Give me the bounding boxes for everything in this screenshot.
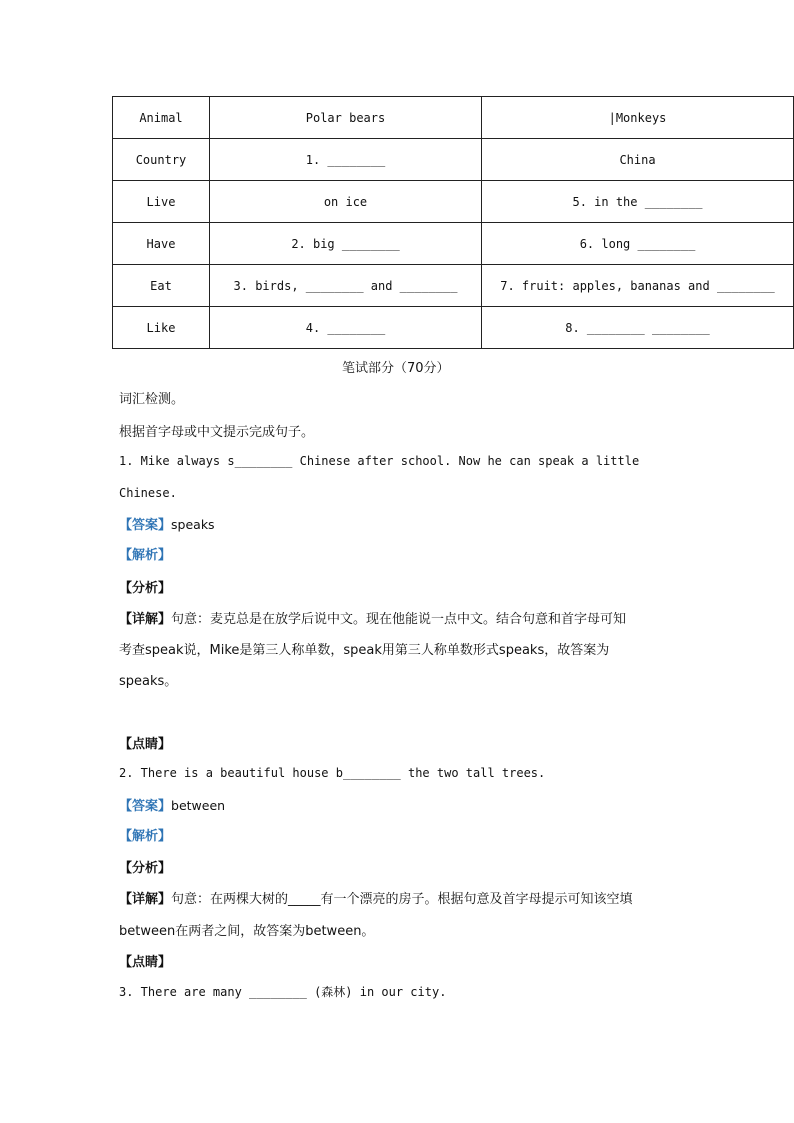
polar-bears-cell: 3. birds, ________ and ________ — [210, 265, 482, 307]
row-label-cell: Have — [113, 223, 210, 265]
section-title: 笔试部分（70分） — [342, 361, 450, 376]
q1-detail-line3: speaks。 — [119, 674, 178, 689]
q1-detail-label: 【详解】 — [119, 612, 172, 627]
q2-fenxi-label: 【分析】 — [119, 861, 172, 876]
table-row — [113, 307, 794, 349]
q1-detail-row — [119, 608, 626, 627]
q2-detail-row — [119, 888, 633, 907]
q2-dianjing-label: 【点睛】 — [119, 955, 172, 970]
q1-fenxi-label: 【分析】 — [119, 581, 172, 596]
row-label-cell: Like — [113, 307, 210, 349]
q2-answer-row — [119, 795, 225, 814]
q2-detail-line1: 句意：在两棵大树的_____有一个漂亮的房子。根据句意及首字母提示可知该空填 — [171, 892, 633, 907]
row-label-cell: Live — [113, 181, 210, 223]
q1-dianjing-row — [119, 733, 171, 752]
row-label-cell: Eat — [113, 265, 210, 307]
polar-bears-cell: Polar bears — [210, 97, 482, 139]
q2-analysis-row — [119, 825, 171, 844]
table-row — [113, 181, 794, 223]
q1-detail-line2: 考查speak说，Mike是第三人称单数，speak用第三人称单数形式speaks，故答案为 — [119, 643, 610, 658]
table-row — [113, 97, 794, 139]
polar-bears-cell: 4. ________ — [210, 307, 482, 349]
monkeys-cell: 6. long ________ — [482, 223, 794, 265]
q1-detail-line1: 句意：麦克总是在放学后说中文。现在他能说一点中文。结合句意和首字母可知 — [171, 612, 627, 627]
polar-bears-cell: 1. ________ — [210, 139, 482, 181]
monkeys-cell: 8. ________ ________ — [482, 307, 794, 349]
q2-answer-label: 【答案】 — [119, 799, 172, 814]
q1-answer-row — [119, 514, 215, 533]
q2-answer-value: between — [171, 798, 226, 813]
q1-dianjing-label: 【点睛】 — [119, 737, 172, 752]
q1-question-line2: Chinese. — [119, 486, 177, 500]
q2-detail-line2: between在两者之间，故答案为between。 — [119, 924, 375, 939]
animal-table — [112, 96, 794, 349]
table-row — [113, 223, 794, 265]
q1-fenxi-row — [119, 577, 171, 596]
q1-answer-value: speaks — [171, 517, 215, 532]
monkeys-cell: 7. fruit: apples, bananas and ________ — [482, 265, 794, 307]
instruction: 根据首字母或中文提示完成句子。 — [119, 425, 315, 440]
q2-question: 2. There is a beautiful house b________ the two tall trees. — [119, 766, 546, 780]
q2-dianjing-row — [119, 951, 171, 970]
row-label-cell: Animal — [113, 97, 210, 139]
q3-question: 3. There are many ________ (森林) in our city. — [119, 985, 447, 999]
table-row — [113, 265, 794, 307]
q1-analysis-row — [119, 544, 171, 563]
q1-question-line1: 1. Mike always s________ Chinese after school. Now he can speak a little — [119, 454, 640, 468]
row-label-cell: Country — [113, 139, 210, 181]
q2-fenxi-row — [119, 857, 171, 876]
monkeys-cell: 5. in the ________ — [482, 181, 794, 223]
q1-analysis-label: 【解析】 — [119, 548, 172, 563]
monkeys-cell: China — [482, 139, 794, 181]
table-row — [113, 139, 794, 181]
polar-bears-cell: on ice — [210, 181, 482, 223]
q1-answer-label: 【答案】 — [119, 518, 172, 533]
q2-detail-label: 【详解】 — [119, 892, 172, 907]
vocab-heading: 词汇检测。 — [119, 392, 185, 407]
polar-bears-cell: 2. big ________ — [210, 223, 482, 265]
q2-analysis-label: 【解析】 — [119, 829, 172, 844]
monkeys-cell: |Monkeys — [482, 97, 794, 139]
